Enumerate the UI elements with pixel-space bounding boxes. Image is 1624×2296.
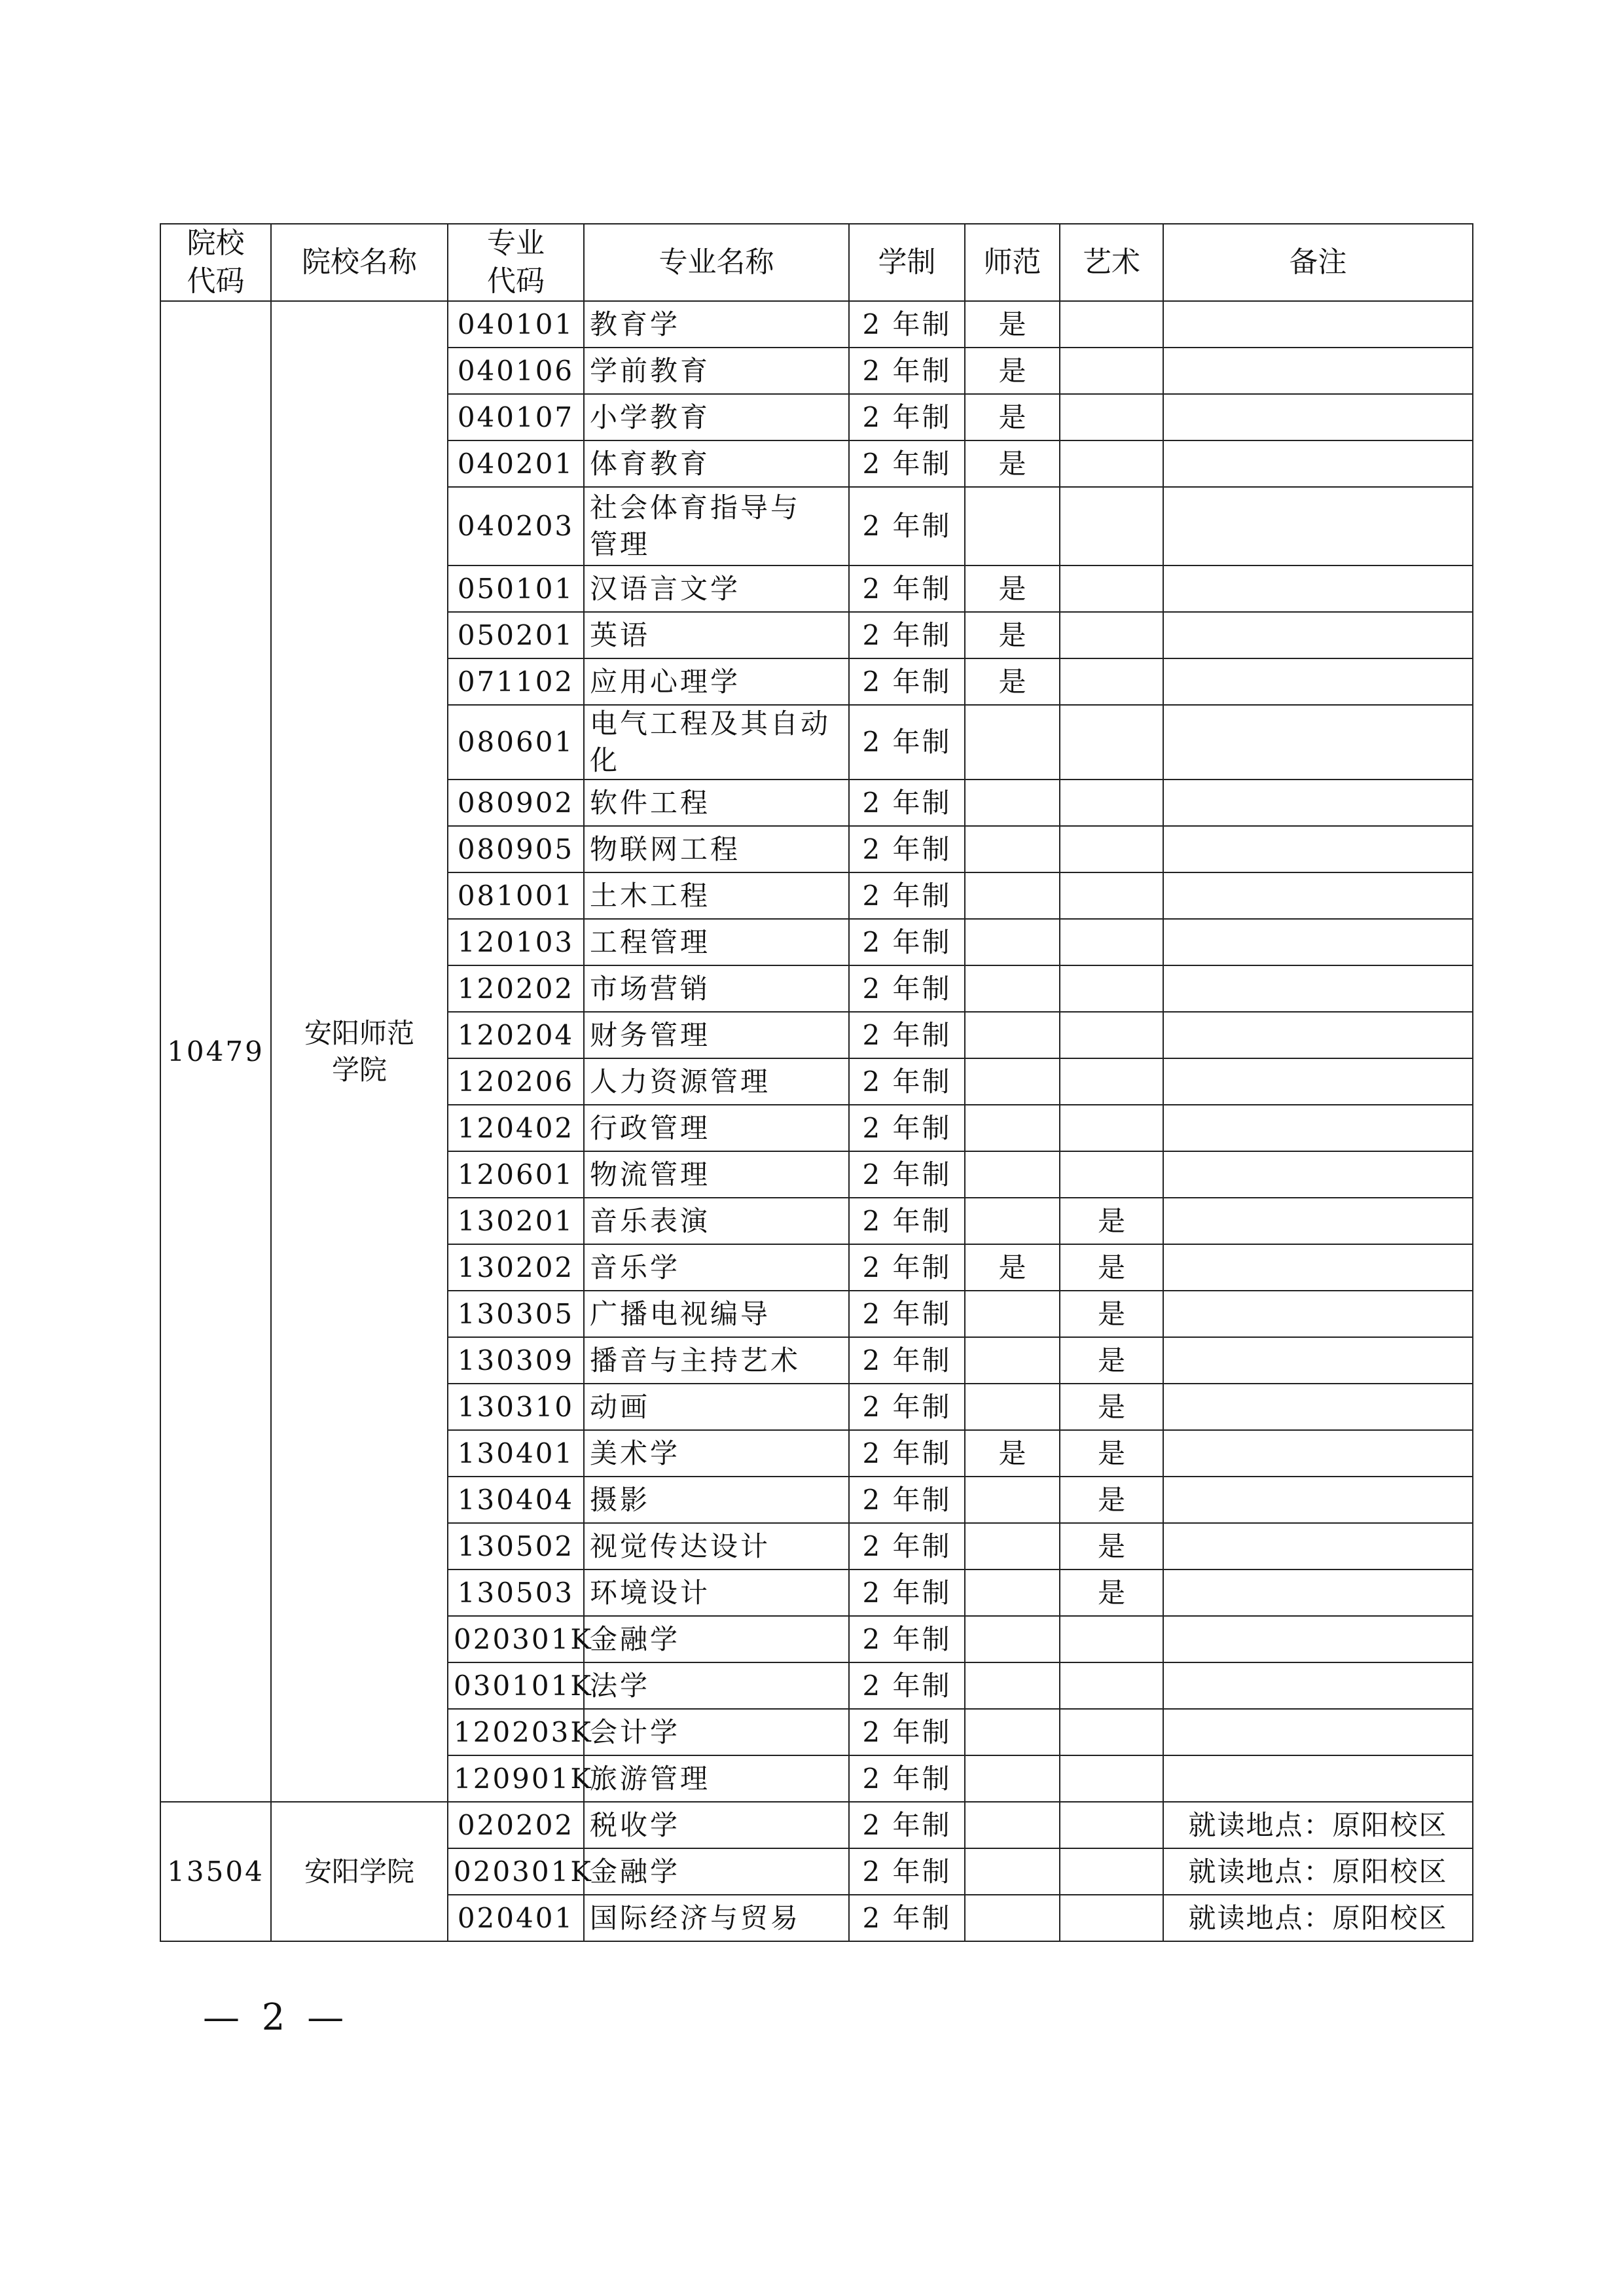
major-code-cell: 081001	[448, 872, 584, 919]
art-cell	[1060, 1151, 1163, 1198]
duration-cell: 2 年制	[849, 1012, 965, 1058]
duration-cell: 2 年制	[849, 1477, 965, 1523]
major-name-cell: 美术学	[584, 1430, 849, 1477]
major-name-cell: 物流管理	[584, 1151, 849, 1198]
duration-cell: 2 年制	[849, 612, 965, 658]
remark-cell	[1163, 919, 1473, 965]
major-code-cell: 020301K	[448, 1848, 584, 1895]
major-name-cell: 国际经济与贸易	[584, 1895, 849, 1941]
major-code-cell: 020401	[448, 1895, 584, 1941]
duration-cell: 2 年制	[849, 565, 965, 612]
art-cell	[1060, 1895, 1163, 1941]
art-cell	[1060, 1662, 1163, 1709]
normal-cell	[965, 1477, 1060, 1523]
major-code-cell: 130305	[448, 1291, 584, 1337]
art-cell	[1060, 919, 1163, 965]
major-name-cell: 应用心理学	[584, 658, 849, 705]
remark-cell	[1163, 612, 1473, 658]
art-cell: 是	[1060, 1570, 1163, 1616]
remark-cell	[1163, 565, 1473, 612]
duration-cell: 2 年制	[849, 1244, 965, 1291]
remark-cell	[1163, 1151, 1473, 1198]
art-cell	[1060, 1755, 1163, 1802]
major-name-cell: 人力资源管理	[584, 1058, 849, 1105]
duration-cell: 2 年制	[849, 1291, 965, 1337]
major-name-cell: 广播电视编导	[584, 1291, 849, 1337]
page-number: — 2 —	[203, 1996, 350, 2039]
remark-cell	[1163, 348, 1473, 394]
art-cell: 是	[1060, 1523, 1163, 1570]
major-code-cell: 071102	[448, 658, 584, 705]
art-cell	[1060, 1012, 1163, 1058]
duration-cell: 2 年制	[849, 1848, 965, 1895]
header-remarks: 备注	[1163, 224, 1473, 301]
major-name-cell: 英语	[584, 612, 849, 658]
major-code-cell: 080905	[448, 826, 584, 872]
header-school-code: 院校 代码	[160, 224, 271, 301]
duration-cell: 2 年制	[849, 1523, 965, 1570]
remark-cell	[1163, 780, 1473, 826]
major-name-cell: 电气工程及其自动化	[584, 705, 849, 780]
remark-cell	[1163, 1430, 1473, 1477]
remark-cell	[1163, 872, 1473, 919]
duration-cell: 2 年制	[849, 1337, 965, 1384]
remark-cell	[1163, 1384, 1473, 1430]
duration-cell: 2 年制	[849, 487, 965, 565]
major-name-cell: 金融学	[584, 1616, 849, 1662]
remark-cell	[1163, 826, 1473, 872]
art-cell	[1060, 872, 1163, 919]
normal-cell	[965, 487, 1060, 565]
header-normal: 师范	[965, 224, 1060, 301]
major-code-cell: 120204	[448, 1012, 584, 1058]
major-code-cell: 040201	[448, 440, 584, 487]
duration-cell: 2 年制	[849, 1430, 965, 1477]
normal-cell: 是	[965, 301, 1060, 348]
normal-cell: 是	[965, 440, 1060, 487]
majors-table	[160, 223, 1473, 1942]
art-cell	[1060, 1709, 1163, 1755]
duration-cell: 2 年制	[849, 1709, 965, 1755]
duration-cell: 2 年制	[849, 1105, 965, 1151]
header-art: 艺术	[1060, 224, 1163, 301]
remark-cell: 就读地点：原阳校区	[1163, 1802, 1473, 1848]
duration-cell: 2 年制	[849, 440, 965, 487]
duration-cell: 2 年制	[849, 780, 965, 826]
normal-cell: 是	[965, 565, 1060, 612]
duration-cell: 2 年制	[849, 658, 965, 705]
remark-cell	[1163, 1755, 1473, 1802]
art-cell: 是	[1060, 1198, 1163, 1244]
remark-cell	[1163, 1198, 1473, 1244]
normal-cell	[965, 1709, 1060, 1755]
normal-cell	[965, 1012, 1060, 1058]
major-name-cell: 物联网工程	[584, 826, 849, 872]
duration-cell: 2 年制	[849, 705, 965, 780]
normal-cell	[965, 1105, 1060, 1151]
header-duration: 学制	[849, 224, 965, 301]
normal-cell: 是	[965, 394, 1060, 440]
art-cell	[1060, 394, 1163, 440]
table-body	[160, 301, 1473, 1941]
major-code-cell: 030101K	[448, 1662, 584, 1709]
normal-cell	[965, 1570, 1060, 1616]
header-school-name: 院校名称	[271, 224, 448, 301]
normal-cell	[965, 826, 1060, 872]
normal-cell	[965, 1848, 1060, 1895]
art-cell: 是	[1060, 1477, 1163, 1523]
major-name-cell: 市场营销	[584, 965, 849, 1012]
art-cell	[1060, 1802, 1163, 1848]
normal-cell	[965, 872, 1060, 919]
major-name-cell: 财务管理	[584, 1012, 849, 1058]
major-code-cell: 050101	[448, 565, 584, 612]
normal-cell	[965, 780, 1060, 826]
remark-cell	[1163, 1523, 1473, 1570]
duration-cell: 2 年制	[849, 1662, 965, 1709]
major-code-cell: 120206	[448, 1058, 584, 1105]
major-code-cell: 040106	[448, 348, 584, 394]
normal-cell	[965, 919, 1060, 965]
major-name-cell: 法学	[584, 1662, 849, 1709]
remark-cell	[1163, 440, 1473, 487]
art-cell	[1060, 487, 1163, 565]
duration-cell: 2 年制	[849, 1384, 965, 1430]
remark-cell: 就读地点：原阳校区	[1163, 1895, 1473, 1941]
major-name-cell: 社会体育指导与 管理	[584, 487, 849, 565]
art-cell	[1060, 612, 1163, 658]
major-code-cell: 080601	[448, 705, 584, 780]
duration-cell: 2 年制	[849, 919, 965, 965]
major-name-cell: 教育学	[584, 301, 849, 348]
duration-cell: 2 年制	[849, 1058, 965, 1105]
normal-cell	[965, 1198, 1060, 1244]
major-code-cell: 040101	[448, 301, 584, 348]
art-cell	[1060, 965, 1163, 1012]
major-name-cell: 金融学	[584, 1848, 849, 1895]
art-cell: 是	[1060, 1430, 1163, 1477]
remark-cell	[1163, 1058, 1473, 1105]
art-cell	[1060, 1848, 1163, 1895]
duration-cell: 2 年制	[849, 1198, 965, 1244]
duration-cell: 2 年制	[849, 1616, 965, 1662]
header-major-name: 专业名称	[584, 224, 849, 301]
major-code-cell: 080902	[448, 780, 584, 826]
duration-cell: 2 年制	[849, 301, 965, 348]
major-code-cell: 120402	[448, 1105, 584, 1151]
art-cell	[1060, 1058, 1163, 1105]
art-cell	[1060, 440, 1163, 487]
duration-cell: 2 年制	[849, 1895, 965, 1941]
remark-cell	[1163, 1291, 1473, 1337]
duration-cell: 2 年制	[849, 1802, 965, 1848]
school-code-cell: 10479	[160, 301, 271, 1802]
normal-cell: 是	[965, 658, 1060, 705]
major-name-cell: 小学教育	[584, 394, 849, 440]
school-code-cell: 13504	[160, 1802, 271, 1941]
major-name-cell: 土木工程	[584, 872, 849, 919]
duration-cell: 2 年制	[849, 872, 965, 919]
major-name-cell: 软件工程	[584, 780, 849, 826]
major-name-cell: 工程管理	[584, 919, 849, 965]
major-code-cell: 020301K	[448, 1616, 584, 1662]
duration-cell: 2 年制	[849, 394, 965, 440]
major-code-cell: 020202	[448, 1802, 584, 1848]
major-name-cell: 动画	[584, 1384, 849, 1430]
normal-cell	[965, 1662, 1060, 1709]
art-cell	[1060, 348, 1163, 394]
art-cell	[1060, 658, 1163, 705]
remark-cell	[1163, 1616, 1473, 1662]
duration-cell: 2 年制	[849, 1151, 965, 1198]
normal-cell: 是	[965, 612, 1060, 658]
remark-cell	[1163, 705, 1473, 780]
remark-cell	[1163, 1662, 1473, 1709]
normal-cell	[965, 1151, 1060, 1198]
normal-cell	[965, 1384, 1060, 1430]
major-code-cell: 130404	[448, 1477, 584, 1523]
remark-cell	[1163, 1709, 1473, 1755]
major-name-cell: 旅游管理	[584, 1755, 849, 1802]
header-major-code: 专业 代码	[448, 224, 584, 301]
major-name-cell: 音乐表演	[584, 1198, 849, 1244]
remark-cell	[1163, 1244, 1473, 1291]
major-name-cell: 环境设计	[584, 1570, 849, 1616]
major-code-cell: 130202	[448, 1244, 584, 1291]
major-name-cell: 摄影	[584, 1477, 849, 1523]
remark-cell	[1163, 965, 1473, 1012]
major-code-cell: 130201	[448, 1198, 584, 1244]
major-name-cell: 会计学	[584, 1709, 849, 1755]
art-cell: 是	[1060, 1384, 1163, 1430]
major-name-cell: 音乐学	[584, 1244, 849, 1291]
major-name-cell: 税收学	[584, 1802, 849, 1848]
major-name-cell: 汉语言文学	[584, 565, 849, 612]
remark-cell: 就读地点：原阳校区	[1163, 1848, 1473, 1895]
major-name-cell: 播音与主持艺术	[584, 1337, 849, 1384]
art-cell	[1060, 780, 1163, 826]
normal-cell	[965, 705, 1060, 780]
major-code-cell: 040203	[448, 487, 584, 565]
duration-cell: 2 年制	[849, 348, 965, 394]
normal-cell	[965, 1337, 1060, 1384]
normal-cell	[965, 1616, 1060, 1662]
art-cell	[1060, 826, 1163, 872]
remark-cell	[1163, 1105, 1473, 1151]
art-cell	[1060, 565, 1163, 612]
normal-cell	[965, 965, 1060, 1012]
art-cell	[1060, 301, 1163, 348]
normal-cell: 是	[965, 1430, 1060, 1477]
art-cell	[1060, 1616, 1163, 1662]
major-code-cell: 130502	[448, 1523, 584, 1570]
major-code-cell: 130309	[448, 1337, 584, 1384]
remark-cell	[1163, 1012, 1473, 1058]
major-code-cell: 120202	[448, 965, 584, 1012]
remark-cell	[1163, 658, 1473, 705]
major-code-cell: 040107	[448, 394, 584, 440]
normal-cell	[965, 1755, 1060, 1802]
normal-cell: 是	[965, 1244, 1060, 1291]
art-cell	[1060, 705, 1163, 780]
art-cell: 是	[1060, 1244, 1163, 1291]
remark-cell	[1163, 1477, 1473, 1523]
table-header-row	[160, 224, 1473, 301]
major-name-cell: 体育教育	[584, 440, 849, 487]
major-name-cell: 学前教育	[584, 348, 849, 394]
major-code-cell: 120203K	[448, 1709, 584, 1755]
major-code-cell: 120601	[448, 1151, 584, 1198]
duration-cell: 2 年制	[849, 1570, 965, 1616]
art-cell: 是	[1060, 1291, 1163, 1337]
table-row	[160, 1802, 1473, 1848]
duration-cell: 2 年制	[849, 826, 965, 872]
remark-cell	[1163, 1337, 1473, 1384]
normal-cell: 是	[965, 348, 1060, 394]
major-code-cell: 050201	[448, 612, 584, 658]
normal-cell	[965, 1802, 1060, 1848]
remark-cell	[1163, 394, 1473, 440]
normal-cell	[965, 1291, 1060, 1337]
duration-cell: 2 年制	[849, 965, 965, 1012]
remark-cell	[1163, 301, 1473, 348]
major-name-cell: 行政管理	[584, 1105, 849, 1151]
major-code-cell: 120901K	[448, 1755, 584, 1802]
duration-cell: 2 年制	[849, 1755, 965, 1802]
major-name-cell: 视觉传达设计	[584, 1523, 849, 1570]
table-row	[160, 301, 1473, 348]
normal-cell	[965, 1058, 1060, 1105]
major-code-cell: 130503	[448, 1570, 584, 1616]
art-cell	[1060, 1105, 1163, 1151]
remark-cell	[1163, 487, 1473, 565]
major-code-cell: 130401	[448, 1430, 584, 1477]
remark-cell	[1163, 1570, 1473, 1616]
major-code-cell: 120103	[448, 919, 584, 965]
school-name-cell: 安阳师范 学院	[271, 301, 448, 1802]
art-cell: 是	[1060, 1337, 1163, 1384]
school-name-cell: 安阳学院	[271, 1802, 448, 1941]
normal-cell	[965, 1523, 1060, 1570]
normal-cell	[965, 1895, 1060, 1941]
major-code-cell: 130310	[448, 1384, 584, 1430]
